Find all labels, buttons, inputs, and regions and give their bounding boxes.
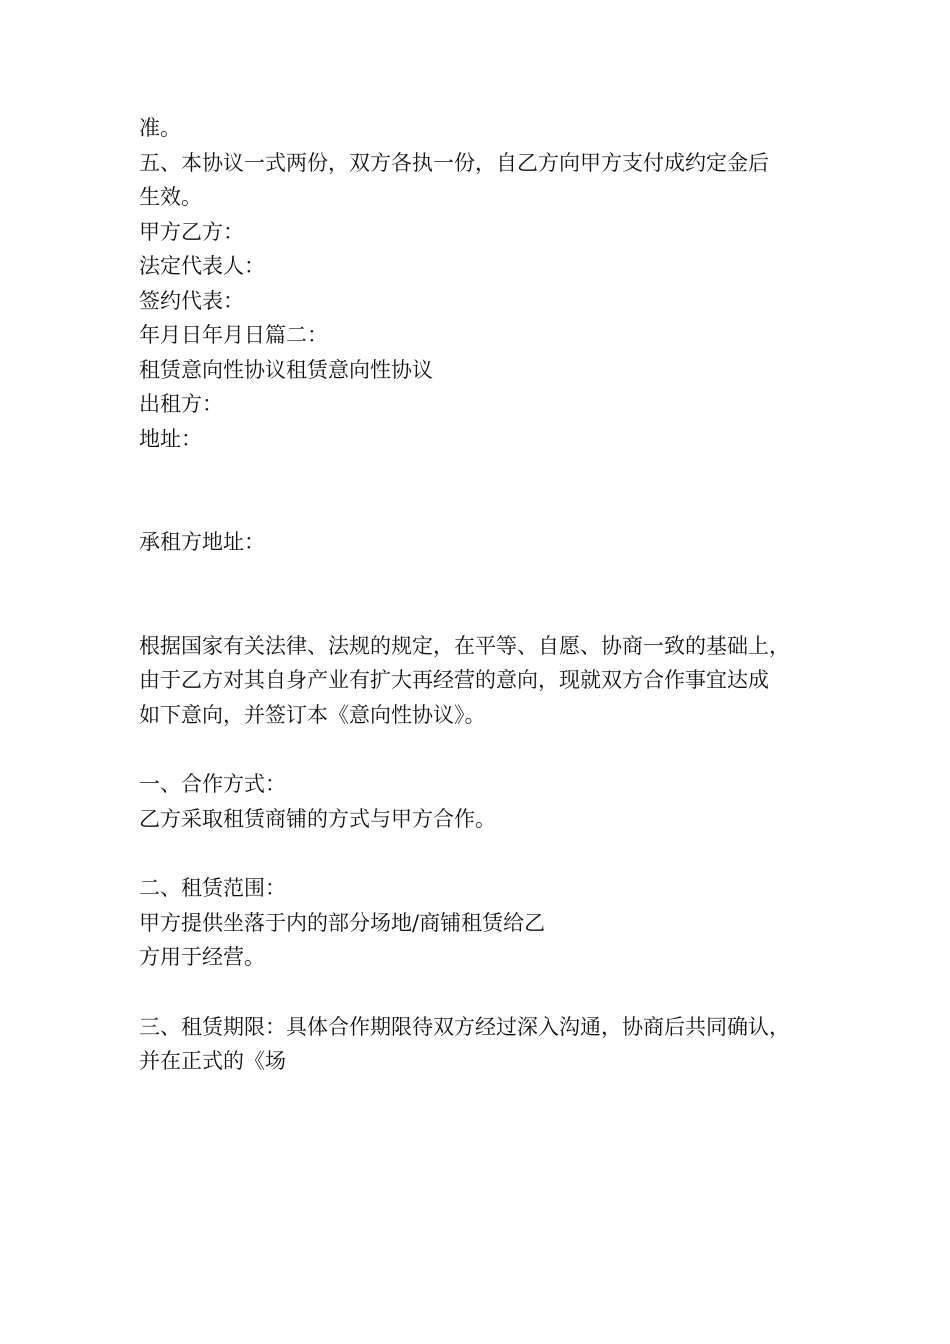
- text-line: 由于乙方对其自身产业有扩大再经营的意向，现就双方合作事宜达成: [139, 668, 769, 692]
- tenant-address-label: 承租方地址：: [139, 530, 265, 554]
- section-body: 甲方提供坐落于内的部分场地/商铺租赁给乙: [139, 910, 546, 935]
- document-body: [139, 111, 839, 1079]
- text-line: 五、本协议一式两份，双方各执一份，自乙方向甲方支付成约定金后: [139, 150, 769, 175]
- text-line: 出租方：: [139, 392, 223, 416]
- text-line: 准。: [139, 116, 181, 140]
- text-line: 签约代表：: [139, 288, 244, 313]
- text-line: 地址：: [139, 426, 202, 451]
- section-body: 方用于经营。: [139, 945, 265, 969]
- section-body: 并在正式的《场: [139, 1049, 286, 1073]
- text-line: 年月日年月日篇二：: [139, 323, 328, 347]
- text-line: 根据国家有关法律、法规的规定，在平等、自愿、协商一致的基础上，: [139, 633, 790, 658]
- blank-gap: [139, 975, 839, 1010]
- section-heading: 二、租赁范围：: [139, 876, 286, 900]
- blank-gap: [139, 456, 839, 525]
- text-line: 甲方乙方：: [139, 219, 244, 244]
- text-line: 租赁意向性协议租赁意向性协议: [139, 357, 433, 382]
- text-line: 生效。: [139, 185, 202, 209]
- section-heading: 三、租赁期限：具体合作期限待双方经过深入沟通，协商后共同确认，: [139, 1014, 790, 1039]
- blank-gap: [139, 560, 839, 629]
- text-line: 法定代表人：: [139, 254, 265, 278]
- blank-gap: [139, 732, 839, 767]
- text-line: 如下意向，并签订本《意向性协议》。: [139, 702, 486, 727]
- blank-gap: [139, 836, 839, 871]
- section-body: 乙方采取租赁商铺的方式与甲方合作。: [139, 806, 496, 831]
- section-heading: 一、合作方式：: [139, 772, 286, 796]
